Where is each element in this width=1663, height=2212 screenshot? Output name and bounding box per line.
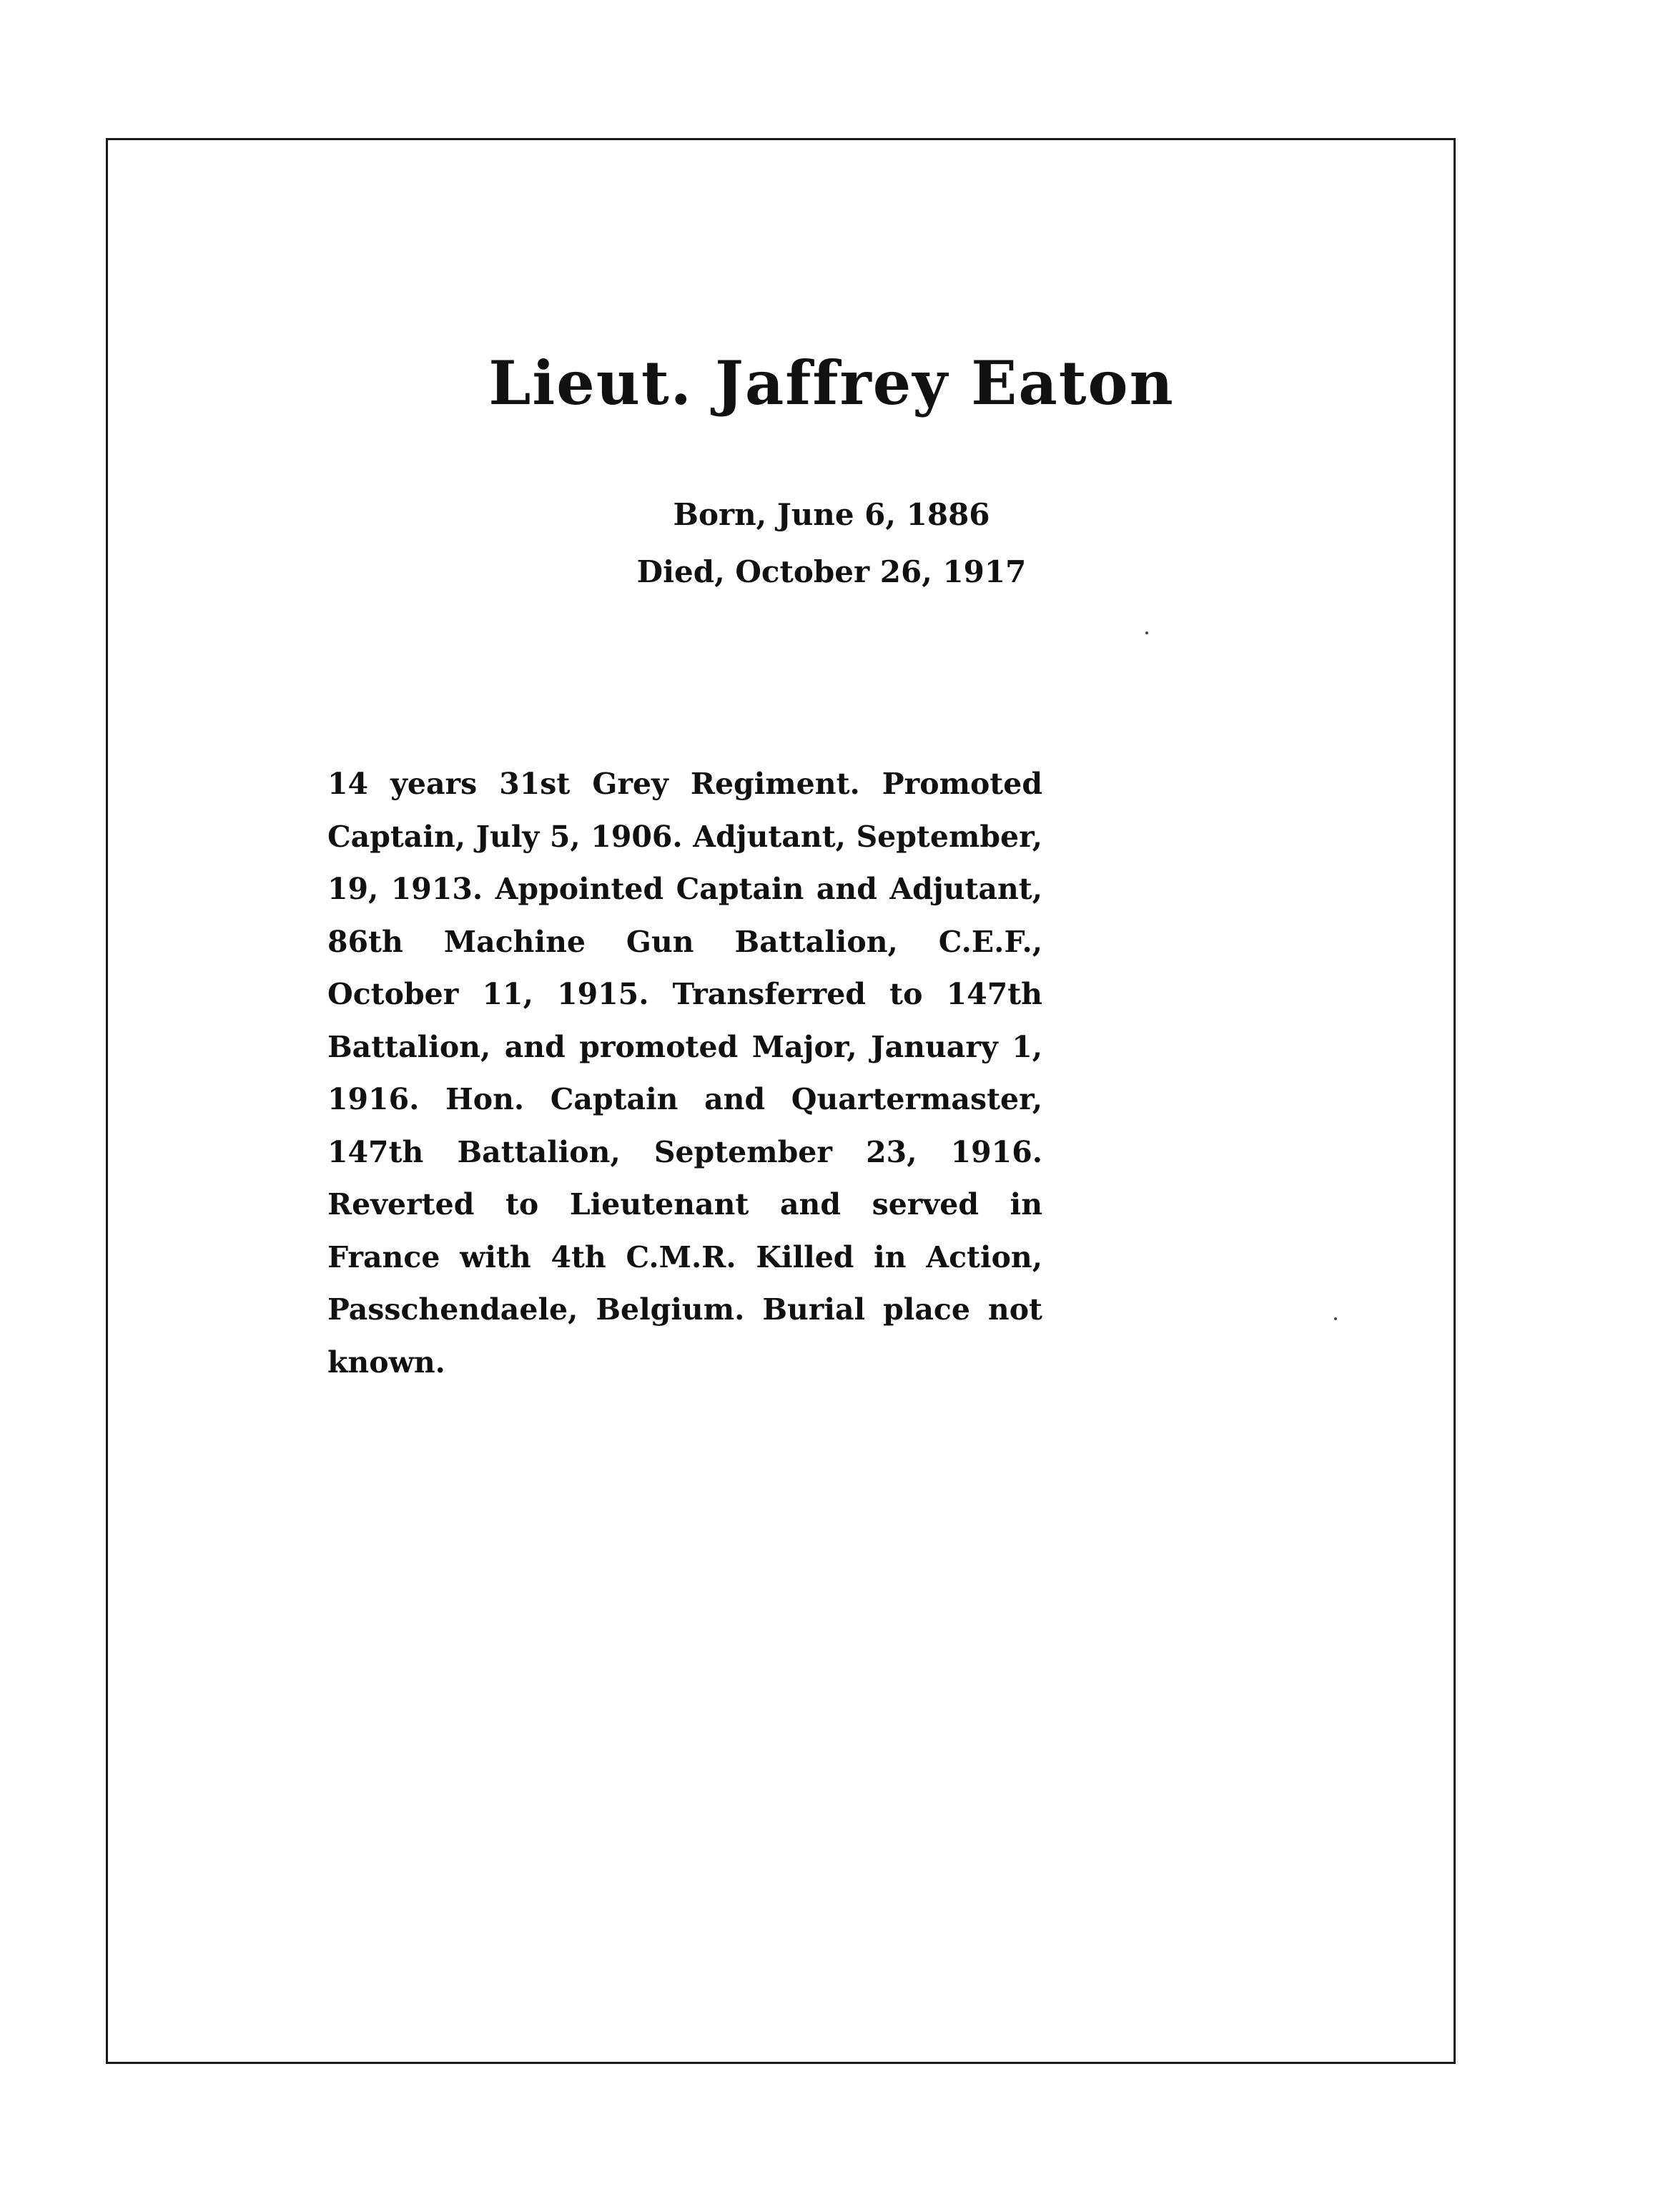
biography-paragraph: 14 years 31st Grey Regiment. Promoted Captain, July 5, 1906. Adjutant, September, 19, 1913. Appointed Captain and Adjutant, 86th Machine Gun Battalion, C.E.F., October 11, 1915. Transferred to 147th Battalion, and promoted Major, January 1, 1916. Hon. Captain and Quartermaster, 147th Battalion, September 23, 1916. Reverted to Lieutenant and served in France with 4th C.M.R. Killed in Action, Passchendaele, Belgium. Burial place not known. bbox=[327, 767, 1042, 1380]
birth-date: Born, June 6, 1886 bbox=[673, 497, 990, 532]
paper-speck bbox=[1145, 631, 1148, 634]
death-date: Died, October 26, 1917 bbox=[636, 554, 1027, 589]
page-title: Lieut. Jaffrey Eaton bbox=[488, 348, 1175, 418]
paper-speck bbox=[1334, 1317, 1337, 1320]
dates-block bbox=[0, 486, 1663, 601]
